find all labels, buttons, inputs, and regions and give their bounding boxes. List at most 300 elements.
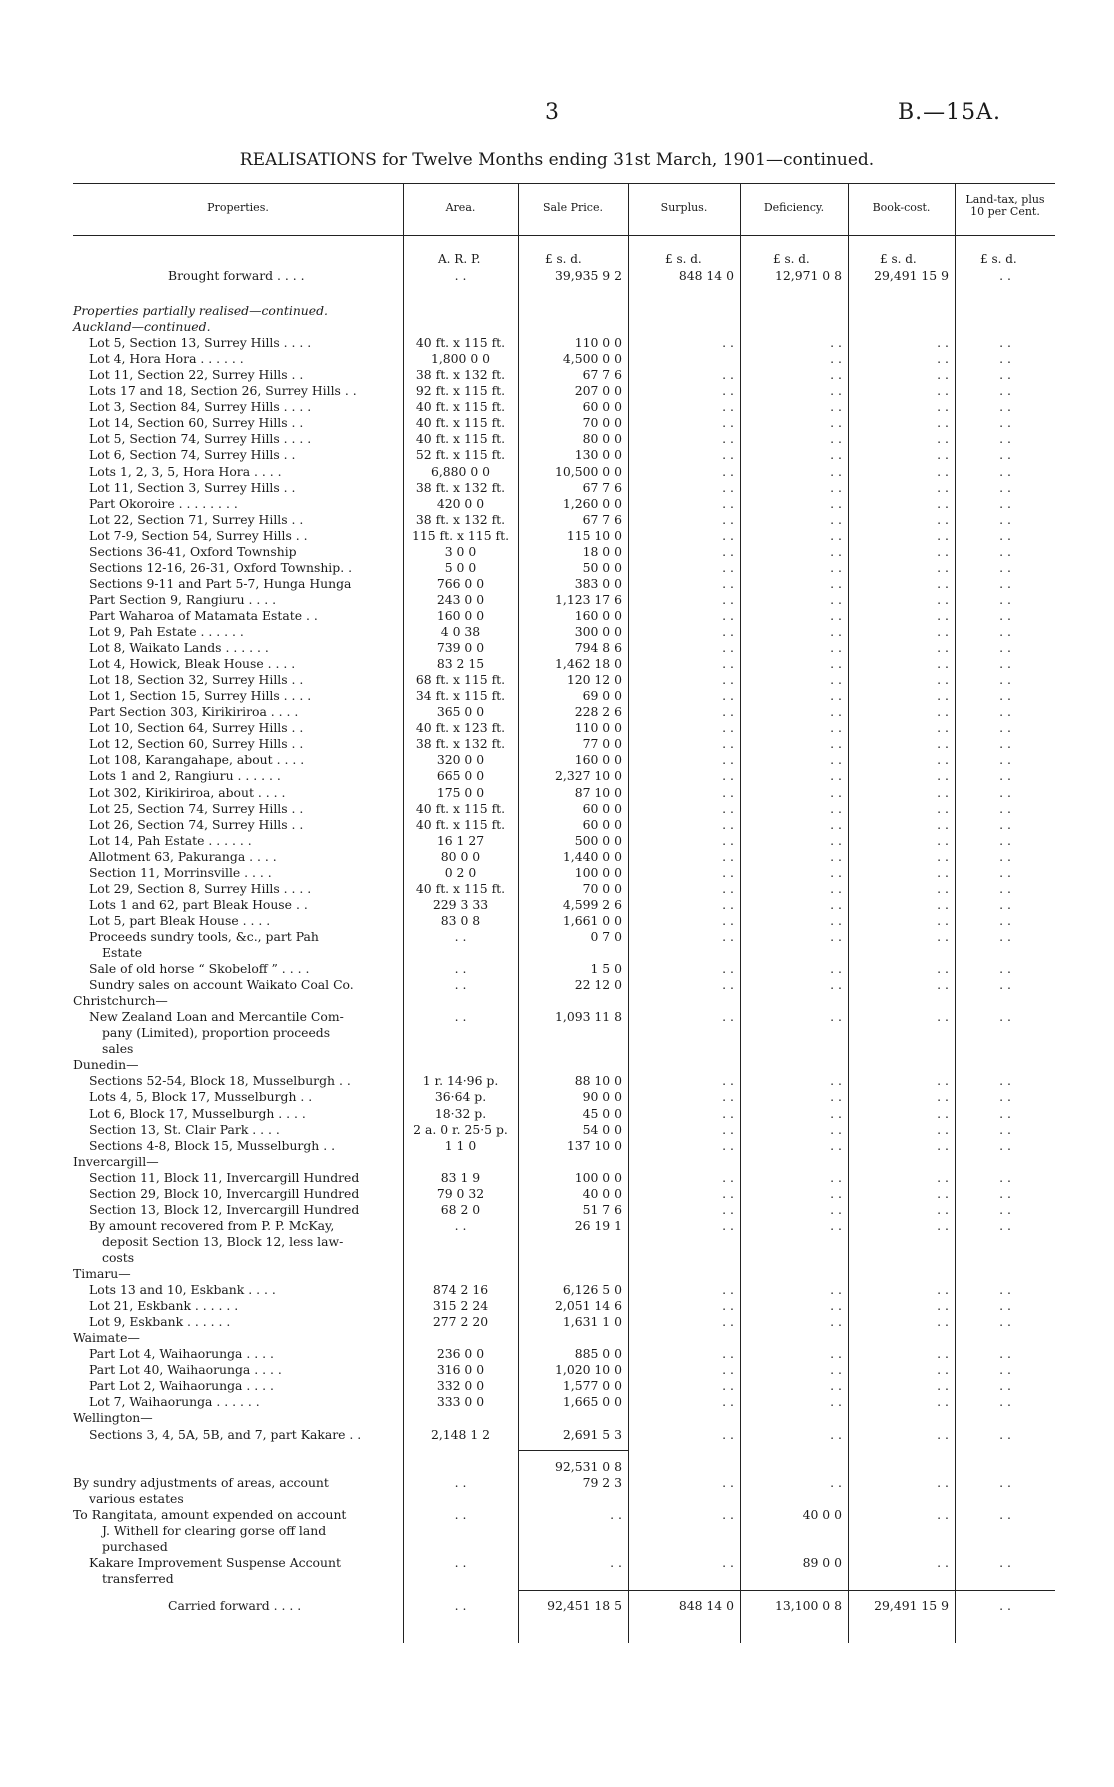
cell-deficiency: . . [830,335,842,351]
cell-land-tax: . . [999,1362,1011,1378]
cell-sale-price: 2,051 14 6 [555,1298,622,1314]
cell-surplus: . . [722,624,734,639]
cell-surplus: . . [722,1121,734,1137]
cell-deficiency: . . [830,880,842,896]
cell-surplus: . . [722,367,734,383]
cell-area: 18·32 p. [434,1105,487,1121]
cell-deficiency: . . [830,977,842,993]
cell-area: 332 0 0 [436,1378,485,1394]
cell-book-cost: . . [937,1554,949,1570]
cell-land-tax: . . [999,784,1011,800]
cell-book-cost: . . [937,415,949,431]
row-label: Part Lot 4, Waihaorunga . . . . [89,1346,274,1362]
cell-book-cost: . . [937,1282,949,1298]
cell-book-cost: . . [937,1217,949,1233]
cell-deficiency: . . [830,1073,842,1089]
subtotal-rule [518,1450,628,1451]
cell-area: 243 0 0 [436,591,485,607]
cell-land-tax: . . [999,1089,1011,1105]
cell-land-tax: . . [999,704,1011,720]
cell-area: 79 0 32 [436,1185,485,1201]
header-surplus: Surplus. [660,201,708,214]
cell-book-cost: . . [937,1121,949,1137]
cell-area: 4 0 38 [440,624,481,639]
cell-deficiency: . . [830,640,842,656]
cell-deficiency: . . [830,896,842,912]
cell-area: 1 1 0 [444,1137,477,1153]
cell-land-tax: . . [999,543,1011,559]
cell-deficiency: . . [830,1298,842,1314]
cell-surplus: . . [722,816,734,832]
cell-area: 34 ft. x 115 ft. [415,688,506,704]
cell-deficiency: . . [830,832,842,848]
cell-book-cost: . . [937,399,949,415]
header-land-tax: Land-tax, plus [965,193,1045,206]
carried-forward-price: 92,451 18 5 [547,1598,622,1613]
cell-deficiency: . . [830,415,842,431]
cell-book-cost: . . [937,912,949,928]
cell-land-tax: . . [999,1426,1011,1442]
row-label: To Rangitata, amount expended on account [73,1506,347,1522]
cell-area: 365 0 0 [436,704,485,720]
row-label: Lot 5, Section 13, Surrey Hills . . . . [89,335,312,351]
cell-surplus: . . [722,511,734,527]
cell-sale-price: 2,691 5 3 [562,1426,622,1442]
cell-sale-price: 26 19 1 [574,1217,622,1233]
cell-deficiency: . . [830,1378,842,1394]
cell-area: 36·64 p. [434,1089,487,1105]
cell-area: 40 ft. x 115 ft. [415,431,506,447]
cell-area: 52 ft. x 115 ft. [415,447,506,463]
cell-sale-price: 88 10 0 [574,1073,622,1089]
cell-deficiency: . . [830,752,842,768]
row-label: Lot 29, Section 8, Surrey Hills . . . . [89,880,312,896]
cell-sale-price: 1,440 0 0 [562,848,622,864]
cell-area: 175 0 0 [436,784,485,800]
row-label: By amount recovered from P. P. McKay, [89,1217,335,1233]
cell-surplus: . . [722,672,734,688]
units-book-cost: £ s. d. [880,252,917,266]
cell-land-tax: . . [999,961,1011,977]
cell-deficiency: . . [830,1394,842,1410]
cell-book-cost: . . [937,656,949,672]
cell-surplus: . . [722,1298,734,1314]
cell-land-tax: . . [999,752,1011,768]
cell-sale-price: 885 0 0 [574,1346,622,1362]
cell-land-tax: . . [999,816,1011,832]
cell-sale-price: 100 0 0 [574,1169,622,1185]
cell-land-tax: . . [999,720,1011,736]
cell-area: 316 0 0 [436,1362,485,1378]
cell-area: 38 ft. x 132 ft. [415,511,506,527]
cell-area: . . [454,268,467,283]
row-label: J. Withell for clearing gorse off land [102,1522,327,1538]
row-label: Lot 5, Section 74, Surrey Hills . . . . [89,431,312,447]
cell-deficiency: . . [830,624,842,639]
cell-book-cost: . . [937,1105,949,1121]
cell-surplus: 848 14 0 [678,268,734,283]
cell-sale-price: 67 7 6 [582,367,622,383]
header-sale-price: Sale Price. [543,201,603,214]
row-label: Allotment 63, Pakuranga . . . . [89,848,277,864]
cell-deficiency: . . [830,575,842,591]
cell-land-tax: . . [999,736,1011,752]
cell-book-cost: . . [937,1314,949,1330]
cell-area: 1,800 0 0 [430,351,491,367]
row-label: Timaru— [73,1266,131,1281]
row-label: Part Lot 2, Waihaorunga . . . . [89,1378,274,1394]
cell-land-tax: . . [999,1298,1011,1314]
cell-surplus: . . [722,656,734,672]
cell-surplus: . . [722,736,734,752]
cell-land-tax: . . [999,1009,1011,1025]
cell-land-tax: . . [999,1185,1011,1201]
row-label: Sections 4-8, Block 15, Musselburgh . . [89,1137,336,1153]
cell-book-cost: . . [937,527,949,543]
cell-surplus: . . [722,495,734,511]
cell-book-cost: . . [937,559,949,575]
cell-sale-price: 120 12 0 [566,672,622,688]
row-label: Lot 26, Section 74, Surrey Hills . . [89,816,304,832]
row-label: Auckland—continued. [73,319,211,335]
cell-land-tax: . . [999,928,1011,944]
cell-area: 38 ft. x 132 ft. [415,479,506,495]
cell-surplus: . . [722,1282,734,1298]
cell-surplus: . . [722,720,734,736]
cell-sale-price: 4,500 0 0 [562,351,622,367]
cell-sale-price: 1,260 0 0 [562,495,622,511]
cell-sale-price: 60 0 0 [582,399,622,415]
cell-surplus: . . [722,415,734,431]
cell-sale-price: 160 0 0 [574,752,622,768]
cell-area: . . [454,1009,467,1025]
row-label: Part Waharoa of Matamata Estate . . [89,607,318,623]
row-label: Lots 13 and 10, Eskbank . . . . [89,1282,276,1298]
cell-land-tax: . . [999,351,1011,367]
cell-surplus: . . [722,1394,734,1410]
cell-land-tax: . . [999,447,1011,463]
cell-area: 40 ft. x 115 ft. [415,880,506,896]
cell-surplus: . . [722,928,734,944]
cell-sale-price: 54 0 0 [582,1121,622,1137]
cell-book-cost: . . [937,800,949,816]
cell-deficiency: . . [830,543,842,559]
cell-surplus: . . [722,1185,734,1201]
row-label: Sections 9-11 and Part 5-7, Hunga Hunga [89,575,352,591]
row-label: Properties partially realised—continued. [73,303,328,318]
cell-deficiency: . . [830,1137,842,1153]
cell-area: 40 ft. x 115 ft. [415,335,506,351]
row-label: deposit Section 13, Block 12, less law- [102,1233,344,1249]
row-label: Lot 108, Karangahape, about . . . . [89,752,305,768]
cell-surplus: . . [722,1201,734,1217]
row-label: Lot 4, Hora Hora . . . . . . [89,351,244,367]
cell-sale-price: 100 0 0 [574,864,622,880]
cell-sale-price: 1,631 1 0 [562,1314,622,1330]
cell-land-tax: . . [999,575,1011,591]
cell-area: 38 ft. x 132 ft. [415,367,506,383]
cell-area: 0 2 0 [444,864,477,880]
row-label: Lot 21, Eskbank . . . . . . [89,1298,239,1314]
cell-surplus: . . [722,335,734,351]
cell-surplus: . . [722,575,734,591]
cell-area: 320 0 0 [436,752,485,768]
cell-land-tax: . . [999,1346,1011,1362]
cell-sale-price: 207 0 0 [574,383,622,399]
row-label: Sections 3, 4, 5A, 5B, and 7, part Kakare . . [89,1426,362,1442]
units-area: A. R. P. [438,252,481,266]
cell-deficiency: . . [830,1362,842,1378]
row-label: Lot 10, Section 64, Surrey Hills . . [89,720,304,736]
cell-surplus: . . [722,704,734,720]
cell-land-tax: . . [999,495,1011,511]
cell-sale-price: 500 0 0 [574,832,622,848]
cell-surplus: . . [722,543,734,559]
cell-sale-price: 160 0 0 [574,607,622,623]
cell-land-tax: . . [999,912,1011,928]
cell-surplus: . . [722,832,734,848]
row-label: Christchurch— [73,993,168,1009]
cell-book-cost: . . [937,1169,949,1185]
cell-land-tax: . . [999,1073,1011,1089]
cell-sale-price: 228 2 6 [574,704,622,720]
cell-area: 277 2 20 [432,1314,489,1330]
cell-area: 739 0 0 [436,640,485,656]
cell-sale-price: . . [610,1554,622,1570]
row-label: Sale of old horse “ Skobeloff ” . . . . [89,961,310,977]
cell-area: 160 0 0 [436,607,485,623]
row-label: Lot 7, Waihaorunga . . . . . . [89,1394,260,1410]
cell-deficiency: 89 0 0 [802,1554,842,1570]
cell-deficiency: . . [830,1474,842,1490]
cell-book-cost: . . [937,720,949,736]
cell-deficiency: 40 0 0 [802,1506,842,1522]
cell-deficiency: . . [830,527,842,543]
cell-area: 40 ft. x 123 ft. [415,720,506,736]
cell-book-cost: . . [937,447,949,463]
cell-land-tax: . . [999,896,1011,912]
cell-surplus: . . [722,912,734,928]
cell-area: . . [454,1554,467,1570]
cell-deficiency: . . [830,961,842,977]
row-label: Kakare Improvement Suspense Account [89,1554,341,1570]
row-label: Section 11, Block 11, Invercargill Hundred [89,1169,360,1185]
cell-area: 766 0 0 [436,575,485,591]
cell-sale-price: 1,462 18 0 [555,656,622,672]
row-label: Waimate— [73,1330,140,1346]
cell-area: . . [454,1506,467,1522]
row-label: Lots 1 and 2, Rangiuru . . . . . . [89,768,281,784]
row-label: transferred [102,1570,174,1586]
units-sale-price: £ s. d. [545,252,582,266]
row-label: Lot 11, Section 22, Surrey Hills . . [89,367,304,383]
cell-deficiency: . . [830,784,842,800]
cell-book-cost: . . [937,1426,949,1442]
row-label: purchased [102,1538,168,1554]
row-label: Lot 14, Section 60, Surrey Hills . . [89,415,304,431]
cell-deficiency: . . [830,1217,842,1233]
carried-forward-deficiency: 13,100 0 8 [775,1598,842,1613]
row-label: Lot 12, Section 60, Surrey Hills . . [89,736,304,752]
cell-sale-price: 110 0 0 [574,720,622,736]
cell-book-cost: . . [937,1137,949,1153]
cell-sale-price: 60 0 0 [582,816,622,832]
cell-deficiency: . . [830,1121,842,1137]
row-label: Lots 1, 2, 3, 5, Hora Hora . . . . [89,463,282,479]
cell-land-tax: . . [999,431,1011,447]
cell-book-cost: . . [937,864,949,880]
cell-land-tax: . . [999,768,1011,784]
cell-surplus: . . [722,752,734,768]
header-bottom-rule [73,235,1055,236]
row-label: Lot 9, Pah Estate . . . . . . [89,624,244,639]
cell-book-cost: . . [937,768,949,784]
cell-deficiency: . . [830,672,842,688]
cell-book-cost: . . [937,351,949,367]
cell-book-cost: . . [937,1298,949,1314]
row-label: Sections 52-54, Block 18, Musselburgh . . [89,1073,351,1089]
cell-area: 2 a. 0 r. 25·5 p. [413,1121,508,1137]
cell-deficiency: . . [830,816,842,832]
cell-deficiency: . . [830,1105,842,1121]
cell-sale-price: 1,093 11 8 [555,1009,622,1025]
row-label: Brought forward . . . . [168,268,305,283]
cell-book-cost: . . [937,832,949,848]
cell-book-cost: . . [937,1346,949,1362]
cell-land-tax: . . [999,1105,1011,1121]
cell-deficiency: . . [830,656,842,672]
header-land-tax-sub: 10 per Cent. [970,205,1040,218]
row-label: Lot 25, Section 74, Surrey Hills . . [89,800,304,816]
cell-surplus: . . [722,399,734,415]
cell-book-cost: . . [937,543,949,559]
cell-surplus: . . [722,1378,734,1394]
cell-deficiency: . . [830,864,842,880]
cell-book-cost: . . [937,672,949,688]
cell-deficiency: . . [830,736,842,752]
cell-surplus: . . [722,848,734,864]
row-label: Lot 302, Kirikiriroa, about . . . . [89,784,286,800]
row-label: Lot 9, Eskbank . . . . . . [89,1314,231,1330]
cell-land-tax: . . [999,1378,1011,1394]
row-label: Lots 4, 5, Block 17, Musselburgh . . [89,1089,313,1105]
row-label: Part Okoroire . . . . . . . . [89,495,238,511]
cell-book-cost: . . [937,977,949,993]
cell-deficiency: . . [830,1169,842,1185]
row-label: Wellington— [73,1410,153,1426]
row-label: Lot 1, Section 15, Surrey Hills . . . . [89,688,312,704]
row-label: Section 29, Block 10, Invercargill Hundred [89,1185,360,1201]
row-label: Lots 1 and 62, part Bleak House . . [89,896,308,912]
cell-deficiency: . . [830,383,842,399]
cell-land-tax: . . [999,1314,1011,1330]
cell-land-tax: . . [999,463,1011,479]
cell-area: 83 1 9 [440,1169,481,1185]
cell-deficiency: . . [830,431,842,447]
cell-sale-price: 10,500 0 0 [555,463,622,479]
cell-surplus: . . [722,768,734,784]
cell-sale-price: 92,531 0 8 [555,1458,622,1474]
cell-book-cost: . . [937,335,949,351]
cell-sale-price: 79 2 3 [582,1474,622,1490]
cell-book-cost: . . [937,383,949,399]
cell-book-cost: . . [937,575,949,591]
cell-deficiency: . . [830,367,842,383]
cell-book-cost: . . [937,1506,949,1522]
cell-sale-price: 1,020 10 0 [555,1362,622,1378]
cell-land-tax: . . [999,511,1011,527]
cell-deficiency: . . [830,607,842,623]
cell-surplus: . . [722,559,734,575]
cell-area: 40 ft. x 115 ft. [415,399,506,415]
cell-book-cost: . . [937,495,949,511]
header-book-cost: Book-cost. [872,201,931,214]
cell-surplus: . . [722,1073,734,1089]
cell-book-cost: . . [937,928,949,944]
cell-land-tax: . . [999,864,1011,880]
cell-sale-price: 794 8 6 [574,640,622,656]
cell-sale-price: 18 0 0 [582,543,622,559]
cell-book-cost: . . [937,367,949,383]
cell-area: 40 ft. x 115 ft. [415,800,506,816]
row-label: By sundry adjustments of areas, account [73,1474,329,1490]
cell-surplus: . . [722,977,734,993]
cell-book-cost: . . [937,816,949,832]
units-surplus: £ s. d. [665,252,702,266]
carried-forward-book-cost: 29,491 15 9 [874,1598,949,1613]
cell-land-tax: . . [999,656,1011,672]
cell-sale-price: 300 0 0 [574,624,622,639]
cell-book-cost: . . [937,1362,949,1378]
cell-area: 874 2 16 [432,1282,489,1298]
cell-sale-price: 137 10 0 [566,1137,622,1153]
cell-deficiency: . . [830,912,842,928]
cell-surplus: . . [722,527,734,543]
cell-deficiency: . . [830,1201,842,1217]
cell-book-cost: . . [937,607,949,623]
cell-book-cost: . . [937,640,949,656]
header-area: Area. [445,201,476,214]
cell-surplus: . . [722,431,734,447]
cell-sale-price: 1,123 17 6 [555,591,622,607]
cell-surplus: . . [722,1362,734,1378]
cell-sale-price: 4,599 2 6 [562,896,622,912]
cell-surplus: . . [722,383,734,399]
cell-area: . . [454,1217,467,1233]
cell-sale-price: 80 0 0 [582,431,622,447]
cell-surplus: . . [722,864,734,880]
cell-area: 83 0 8 [440,912,481,928]
cell-deficiency: . . [830,1314,842,1330]
cell-sale-price: 60 0 0 [582,800,622,816]
row-label: sales [102,1041,134,1057]
cell-deficiency: . . [830,495,842,511]
cell-deficiency: . . [830,591,842,607]
cell-land-tax: . . [999,1394,1011,1410]
cell-area: 5 0 0 [444,559,477,575]
cell-surplus: . . [722,896,734,912]
cell-land-tax: . . [999,1554,1011,1570]
cell-land-tax: . . [999,479,1011,495]
cell-deficiency: . . [830,848,842,864]
cell-deficiency: . . [830,559,842,575]
cell-sale-price: 51 7 6 [582,1201,622,1217]
cell-land-tax: . . [999,1137,1011,1153]
cell-land-tax: . . [999,880,1011,896]
cell-book-cost: . . [937,961,949,977]
cell-surplus: . . [722,1137,734,1153]
cell-surplus: . . [722,607,734,623]
